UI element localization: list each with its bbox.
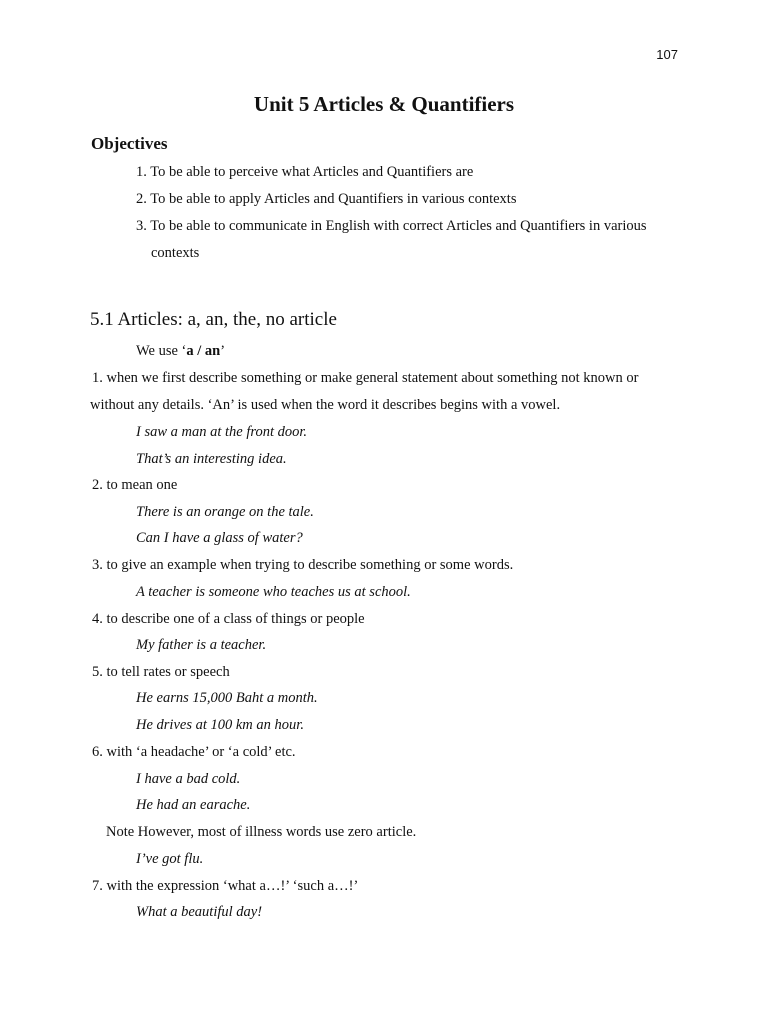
objective-item: 2. To be able to apply Articles and Quantifiers in various contexts xyxy=(136,191,517,207)
example-line: He had an earache. xyxy=(136,797,251,813)
rule-line: without any details. ‘An’ is used when the word it describes begins with a vowel. xyxy=(90,397,561,413)
page-number: 107 xyxy=(656,47,678,62)
example-line: Can I have a glass of water? xyxy=(136,530,303,546)
objectives-heading: Objectives xyxy=(91,134,168,153)
rule-line: 7. with the expression ‘what a…!’ ‘such a…!’ xyxy=(92,878,359,894)
objective-item: 1. To be able to perceive what Articles and Quantifiers are xyxy=(136,164,474,180)
example-line: There is an orange on the tale. xyxy=(136,504,314,520)
example-line: I have a bad cold. xyxy=(136,771,241,787)
example-line: A teacher is someone who teaches us at school. xyxy=(136,584,411,600)
example-line: He drives at 100 km an hour. xyxy=(136,717,304,733)
rule-line: 3. to give an example when trying to describe something or some words. xyxy=(92,557,514,573)
we-use-suffix: ’ xyxy=(220,343,226,359)
we-use-prefix: We use ‘ xyxy=(136,343,187,359)
we-use-articles: a / an xyxy=(186,343,221,359)
example-line: He earns 15,000 Baht a month. xyxy=(136,690,318,706)
example-line: That’s an interesting idea. xyxy=(136,451,287,467)
note-line: Note However, most of illness words use zero article. xyxy=(106,824,417,840)
example-line: I saw a man at the front door. xyxy=(136,424,308,440)
rule-line: 6. with ‘a headache’ or ‘a cold’ etc. xyxy=(92,744,296,760)
section-heading: 5.1 Articles: a, an, the, no article xyxy=(90,309,337,330)
rule-line: 2. to mean one xyxy=(92,477,178,493)
rule-line: 4. to describe one of a class of things or people xyxy=(92,611,365,627)
example-line: I’ve got flu. xyxy=(136,851,204,867)
rule-line: 1. when we first describe something or make general statement about something not known or xyxy=(92,370,639,386)
rule-line: 5. to tell rates or speech xyxy=(92,664,230,680)
example-line: My father is a teacher. xyxy=(136,637,267,653)
objective-item-continuation: contexts xyxy=(151,245,200,261)
page-title: Unit 5 Articles & Quantifiers xyxy=(253,92,515,116)
we-use-line xyxy=(136,343,225,360)
example-line: What a beautiful day! xyxy=(136,904,263,920)
objective-item: 3. To be able to communicate in English with correct Articles and Quantifiers in various xyxy=(136,218,647,234)
